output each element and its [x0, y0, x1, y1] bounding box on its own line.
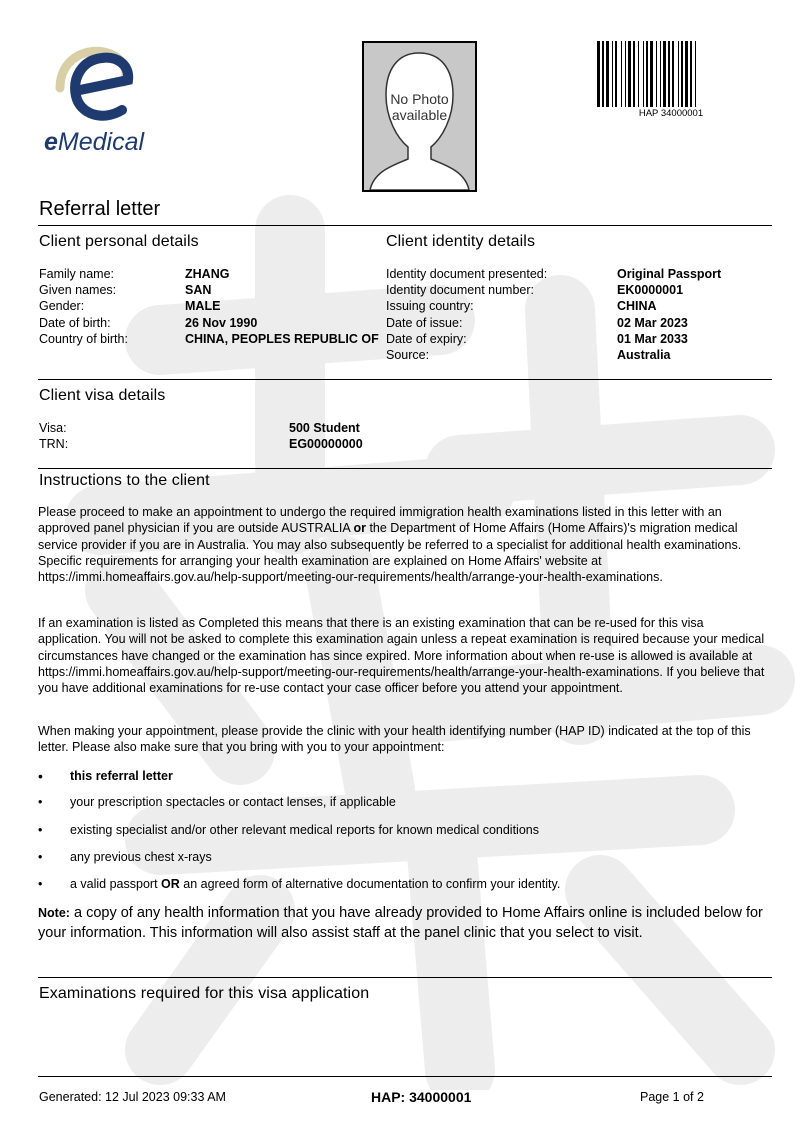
note-label: Note:: [38, 906, 70, 920]
barcode-bar: [621, 41, 622, 107]
barcode-bar: [668, 41, 670, 107]
instructions-paragraph-2: If an examination is listed as Completed this means that there is an existing examination that can be re-used for this visa application. You will not be asked to complete this examination again unless a repeat examination is required because your medical circumstances have changed or the examination has since expired. More information about when re-use is allowed is available at https://immi.homeaffairs.gov.au/help-support/meeting-our-requirements/health/arrange-your-health-examinations. If you believe that you have additional examinations for re-use contact your case officer before you attend your appointment.: [38, 616, 765, 696]
logo-text: [44, 128, 144, 157]
footer-hap: HAP: 34000001: [371, 1089, 472, 1105]
photo-placeholder-text: [364, 91, 475, 123]
p1-text-a: Please proceed to make an appointment to undergo the required immigration health examinations listed in this letter with an approved panel physician if you are outside AUSTRALIA: [38, 505, 722, 536]
personal-field-value: SAN: [185, 283, 212, 298]
footer-generated: Generated: 12 Jul 2023 09:33 AM: [39, 1090, 226, 1104]
examinations-heading: Examinations required for this visa application: [39, 985, 370, 1002]
visa-details-heading: Client visa details: [39, 387, 166, 404]
identity-field-value: EK0000001: [617, 283, 684, 298]
photo-text-line1: No Photo: [390, 91, 449, 107]
bullet-text: existing specialist and/or other relevant medical reports for known medical conditions: [70, 823, 539, 837]
barcode-bar: [672, 41, 674, 107]
barcode-bar: [643, 41, 644, 107]
logo-word: Medical: [57, 128, 145, 156]
personal-field-value: MALE: [185, 299, 221, 314]
bullet-text: this referral letter: [70, 769, 173, 783]
bullet5-text-bold: OR: [161, 877, 180, 891]
identity-field-value: CHINA: [617, 299, 657, 314]
visa-field-value: 500 Student: [289, 421, 360, 435]
barcode-bar: [625, 41, 626, 107]
bullet-text: your prescription spectacles or contact lenses, if applicable: [70, 795, 396, 809]
barcode-bar: [685, 41, 688, 107]
personal-field-label: Family name:: [39, 267, 115, 281]
personal-field-label: Date of birth:: [39, 315, 111, 330]
client-photo-placeholder: [362, 41, 477, 192]
barcode-bar: [690, 41, 692, 107]
note-paragraph: [38, 904, 763, 943]
barcode-bar: [695, 41, 696, 107]
divider: [38, 225, 772, 226]
personal-field-label: Gender:: [39, 299, 85, 314]
personal-field-value: CHINA, PEOPLES REPUBLIC OF: [185, 331, 379, 346]
identity-field-label: Identity document presented:: [386, 267, 548, 281]
footer-page-number: Page 1 of 2: [640, 1090, 704, 1104]
identity-field-value: 01 Mar 2033: [617, 331, 688, 346]
bullet5-text-a: a valid passport: [70, 877, 162, 891]
identity-field-label: Date of issue:: [386, 315, 463, 330]
identity-field-value: Australia: [617, 348, 671, 362]
barcode-bar: [638, 41, 639, 107]
barcode-bar: [615, 41, 617, 107]
personal-details-heading: Client personal details: [39, 233, 199, 250]
bullet-text: [70, 876, 560, 892]
bullet5-text-b: an agreed form of alternative documentation to confirm your identity.: [179, 877, 561, 891]
p1-text-bold: or: [353, 521, 366, 536]
visa-field-value: EG00000000: [289, 437, 363, 452]
instructions-paragraph-1: [38, 504, 768, 585]
bullet-text: any previous chest x-rays: [70, 850, 212, 864]
emedical-logo-mark: [50, 46, 150, 126]
barcode-bar: [602, 41, 604, 107]
emedical-logo: [40, 46, 160, 164]
footer-divider: [38, 1076, 772, 1077]
personal-field-label: Given names:: [39, 283, 117, 298]
barcode-bar: [656, 41, 657, 107]
barcode-bar: [650, 41, 653, 107]
p1-text-b: the Department of Home Affairs (Home Affairs)'s migration medical service provider if you are in Australia. You may also subsequently be referred to a specialist for additional health examinations. Specific requirements for arranging your health examination are explained on Home Affairs' website at https://immi.homeaffairs.gov.au/help-support/meeting-our-requirements/health/arrange-your-health-examinations.: [38, 521, 742, 585]
bullet-icon: •: [38, 768, 43, 784]
identity-field-label: Date of expiry:: [386, 331, 467, 346]
identity-field-label: Source:: [386, 348, 430, 362]
barcode-bar: [660, 41, 661, 107]
barcode-bar: [597, 41, 600, 107]
bullet-icon: •: [38, 795, 43, 809]
divider: [38, 468, 772, 469]
barcode-bar: [663, 41, 666, 107]
barcode-bar: [678, 41, 679, 107]
barcode-bar: [606, 41, 609, 107]
barcode-bar: [681, 41, 683, 107]
bullet-icon: •: [38, 823, 43, 837]
barcode-bar: [633, 41, 635, 107]
barcode-bar: [612, 41, 613, 107]
logo-e-letter: e: [44, 128, 58, 156]
personal-field-value: 26 Nov 1990: [185, 315, 258, 330]
divider: [38, 379, 772, 380]
identity-field-label: Identity document number:: [386, 283, 534, 298]
personal-field-label: Country of birth:: [39, 331, 128, 346]
barcode-bar: [646, 41, 648, 107]
identity-details-heading: Client identity details: [386, 233, 536, 250]
identity-field-value: 02 Mar 2023: [617, 315, 688, 330]
identity-field-label: Issuing country:: [386, 299, 474, 314]
barcode-bar: [628, 41, 631, 107]
note-text: a copy of any health information that you have already provided to Home Affairs online is included below for your information. This information will also assist staff at the panel clinic that you select to visit.: [38, 905, 763, 941]
barcode-label: HAP 34000001: [638, 108, 704, 119]
personal-field-value: ZHANG: [185, 267, 230, 281]
divider: [38, 977, 772, 978]
photo-text-line2: available: [391, 107, 448, 123]
instructions-paragraph-3: When making your appointment, please provide the clinic with your health identifying number (HAP ID) indicated at the top of this letter. Please also make sure that you bring with you to your appointment:: [38, 724, 751, 755]
bullet-icon: •: [38, 877, 43, 891]
visa-field-label: Visa:: [39, 421, 67, 435]
identity-field-value: Original Passport: [617, 267, 722, 281]
visa-field-label: TRN:: [39, 437, 69, 452]
instructions-heading: Instructions to the client: [39, 472, 210, 489]
page-title: Referral letter: [39, 198, 161, 220]
hap-barcode: [597, 41, 745, 107]
bullet-icon: •: [38, 850, 43, 864]
